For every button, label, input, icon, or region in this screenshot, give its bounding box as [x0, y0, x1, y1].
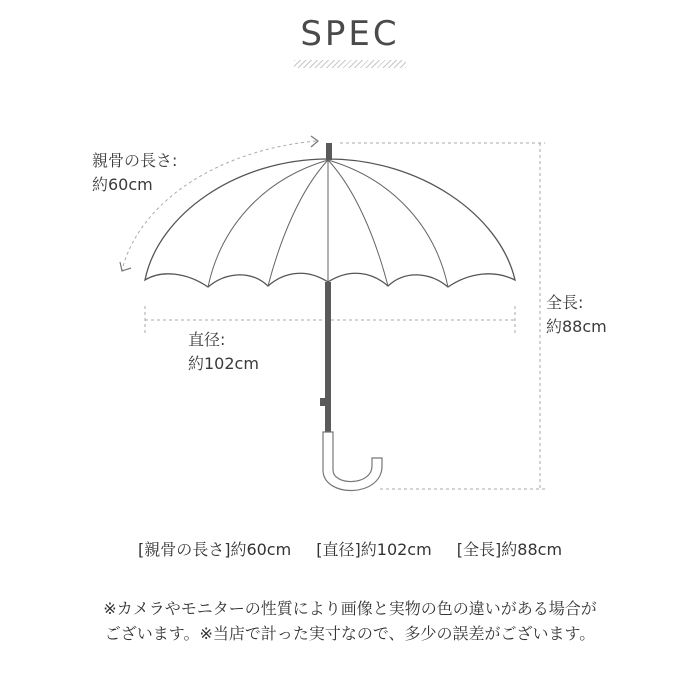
umbrella-shaft	[325, 282, 331, 432]
rib-length-label: 親骨の長さ: 約60cm	[92, 151, 178, 194]
umbrella-runner	[320, 398, 326, 406]
summary-total: [全長]約88cm	[456, 540, 563, 559]
umbrella-tip	[326, 143, 332, 160]
arrow-left-down-icon	[120, 262, 131, 271]
umbrella-handle-icon	[323, 432, 382, 491]
note-line-2: ございます。※当店で計った実寸なので、多少の誤差がございます。	[104, 624, 596, 643]
umbrella-canopy-icon	[145, 159, 515, 287]
page-title: SPEC	[300, 14, 400, 54]
spec-summary	[0, 537, 700, 560]
summary-rib: [親骨の長さ]約60cm	[137, 540, 292, 559]
disclaimer-note	[20, 596, 680, 646]
diameter-label: 直径: 約102cm	[188, 330, 259, 373]
total-length-label: 全長: 約88cm	[546, 293, 607, 336]
note-line-1: ※カメラやモニターの性質により画像と実物の色の違いがある場合が	[103, 599, 597, 618]
summary-diameter: [直径]約102cm	[316, 540, 432, 559]
